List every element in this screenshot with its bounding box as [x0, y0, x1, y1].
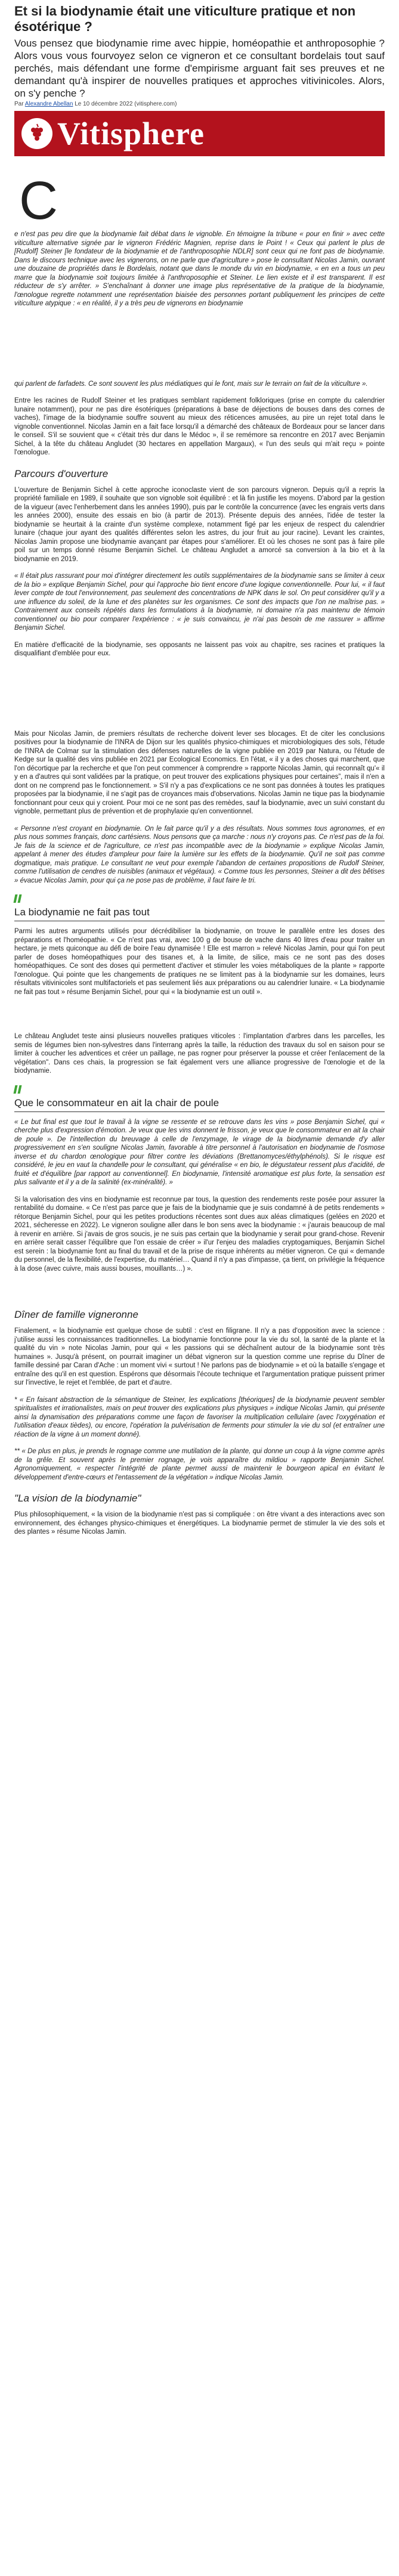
paragraph-6: En matière d'efficacité de la biodynamie, ses opposants ne laissent pas voix au chapitre, ses racines et pratiques la disqualifiant d'emblée pour eux. — [14, 641, 385, 657]
section-heading-parcours: Parcours d'ouverture — [14, 467, 109, 479]
paragraph-10: Le château Angludet teste ainsi plusieurs nouvelles pratiques viticoles : l'implantation d'arbres dans les parcelles, les semis de légumes bien non-sylvestres dans l'interrang après la taille, la réduction des travaux du sol en saison pour se limiter à coucher les adventices et créer un paillage, ne pas rogner pour préserver la pousse et créer l'enlacement de la végétation". Dans ces chais, la progression se fait également vers une alliance progressive de l'œnologie et de la biodynamie. — [14, 1033, 385, 1075]
paragraph-4: L'ouverture de Benjamin Sichel à cette approche iconoclaste vient de son parcours vigneron. Depuis qu'il a repris la propriété familiale en 1989, il souhaite que son vignoble soit équilibré : et là fin justifie les moyens. D'abord par la gestion de la vigueur (avec l'enherbement dans les années 1990), puis par le contrôle la concurrence (avec les engrais verts dans les années 2000), ensuite des essais en bio (à partir de 2013). Présente depuis des années, l'idée de tester la biodynamie se heurtait à la crainte d'un système complexe, notamment figé par les enjeux de respect du calendrier lunaire (chaque jour ayant des qualités différentes selon les astres, du jour fruit au jour racine). Levant les craintes, Nicolas Jamin propose une biodynamie avançant par étapes pour s'améliorer. Et où les choses ne sont pas à faire pile poil sur un temps donné résume Benjamin Sichel. Le château Angludet a amorcé sa conversion à la bio et à la biodynamie en 2019. — [14, 486, 385, 563]
paragraph-3: Entre les racines de Rudolf Steiner et les pratiques semblant rapidement folkloriques (prise en compte du calendrier lunaire notamment), pour ne pas dire ésotériques (préparations à base de déjections de bouses dans des cornes de vaches), l'image de la biodynamie souffre souvent au mieux des réticences amusées, au pire un rejet total dans le vignoble conventionnel. Nicolas Jamin en a fait face lorsqu'il a démarché des châteaux de Bordeaux pour se lancer dans le conseil. S'il se souvient que « c'était très dur dans le Médoc », il se remémore sa rencontre en 2017 avec Benjamin Sichel, à la tête du château Angludet (30 hectares en appellation Margaux), « l'un des seuls qui m'ait reçu » pointe l'œnologue. — [14, 397, 385, 456]
paragraph-7: Mais pour Nicolas Jamin, de premiers résultats de recherche doivent lever ses blocages. Et de citer les conclusions positives pour la biodynamie de l'INRA de Dijon sur les qualités physico-chimiques et microbiologiques des sols, l'étude de l'INRA de Colmar sur la stimulation des défenses naturelles de la vigne publiée en 2019 par Natura, ou l'étude de Kedge sur la qualité des vins publiée en 2021 par Ecological Economics. En l'état, « il y a des choses qui marchent, que l'on décortique par la recherche et que l'on peut commencer à comprendre » rapporte Nicolas Jamin, qui reconnaît qu'« il y en a d'autres qui sont validées par la pratique, on peut trouver des explications physiques pour certaines”, mais il n'en a dont on ne comprend pas le fonctionnement. » S'il n'y a pas d'explications ce ne sont pas données à toutes les pratiques proposées par la biodynamie, il ne s'agit pas de croyances mais d'observations. Nicolas Jamin ne tique pas la biodynamie fonctionnant pour ceux qui y croient. Pour moi ce ne sont pas des remèdes, sauf la biodynamie, avec un suivi constant du vignoble, permettant plus de prévention et de prophylaxie qu'en conventionnel. — [14, 730, 385, 815]
paragraph-9: Parmi les autres arguments utilisés pour décrédibiliser la biodynamie, on trouve le parallèle entre les doses des préparations et l'homéopathie. « Ce n'est pas vrai, avec 100 g de bouse de vache dans 40 litres d'eau pour traiter un hectare, je mets quiconque au défi de boire l'eau dynamisée ! Elle est marron » relevé Nicolas Jamin, pour qui l'on peut parler de doses homéopathiques pour des tisanes et, à la limite, de silice, mais ce ne sont pas des doses homéopathiques. Ce sont des doses qui permettent d'activer et stimuler les voies métaboliques de la plante » rapporte l'œnologue. Qui pointe que les changements de pratiques ne se limitent pas à la biodynamie sur les domaines, leurs résultats vitivinicoles sont multifactoriels et pas seulement liés aux préparations ou au calendrier lunaire. « La biodynamie ne fait pas tout » résume Benjamin Sichel, pour qui « la biodynamie est un outil ». — [14, 928, 385, 996]
paragraph-1: e n'est pas peu dire que la biodynamie fait débat dans le vignoble. En témoigne la tribune « pour en finir » avec cette viticulture alternative signée par le vigneron Frédéric Magnien, reprise dans le Point ! « Ceux qui parlent le plus de [Rudolf] Steiner [le fondateur de la biodynamie et de l'anthroposophie NDLR] sont ceux qui ne font pas de biodynamie. Dans le discours technique avec les vignerons, on ne parle que d'agriculture » pose le consultant Nicolas Jamin, ouvrant une douzaine de propriétés dans le Bordelais, notant que dans le monde du vin en biodynamie, « en en a tous un peu marre que la biodynamie soit toujours limitée à l'anthroposophie et Steiner. Le lien existe et il est transparent. Il est réducteur de s'y arrêter. » S'enchaînant à donner une image plus représentative de la pratique de la biodynamie, l'œnologue regrette notamment une représentation biaisée des personnes portant publiquement les principes de cette viticulture atypique : « en réalité, il y a très peu de vignerons en biodynamie — [14, 231, 385, 307]
divider — [14, 1111, 385, 1112]
quote-mark-icon — [14, 1085, 385, 1096]
section-heading-diner: Dîner de famille vigneronne — [14, 1309, 138, 1320]
author-link[interactable]: Alexandre Abellan — [24, 101, 73, 107]
grape-logo-icon — [21, 118, 52, 149]
footnote-2: ** « De plus en plus, je prends le rognage comme une mutilation de la plante, qui donne un coup à la vigne comme après de la grêle. Et souvent après le premier rognage, je vois apparaître du mildiou » rapporte Benjamin Sichel. Agronomiquement, « respecter l'intégrité de plante permet aussi de maintenir le bourgeon apical en évitant le développement d'entre-cœurs et l'entassement de la végétation » indique Nicolas Jamin. — [14, 1448, 385, 1481]
paragraph-11: « Le but final est que tout le travail à la vigne se ressente et se retrouve dans les vins » pose Benjamin Sichel, qui « cherche plus d'expression d'émotion. Je veux que les vins donnent le frisson, je veux que le consommateur en ait la chair de poule ». De l'intellection du breuvage à celle de l'enzymage, le virage de la biodynamie demande d'y aller progressivement en s'en souligne Nicolas Jamin, favorable à titre personnel à l'autorisation en biodynamie de l'osmose inverse et du chardon œnologique pour filtrer contre les déviations (Brettanomyces/éthylphénols). Si le risque est considéré, le jeu en vaut la chandelle pour le consultant, qui généralise « en bio, le dégustateur ressent plus d'acidité, de fruité et d'équilibre [par rapport au conventionnel]. En biodynamie, l'intensité aromatique est plus forte, la sensation est plus salivante et il y a de la salinité (ex-minéralité). » — [14, 1118, 385, 1186]
footnote-1: * « En faisant abstraction de la sémantique de Steiner, les explications [théoriques] de la biodynamie peuvent sembler spiritualistes et irrationalistes, mais on peut trouver des explications plus physiques » indique Nicolas Jamin, qui présente ainsi la dynamisation des préparations comme une façon de favoriser la multiplication cellulaire (avec l'oxygénation et l'utilisation d'eaux tièdes), ou encore, l'opération la pulvérisation de ferments pour stimuler la vie du sol (et entraîner une réaction de la vigne à un moment donné). — [14, 1396, 385, 1438]
paragraph-12: Si la valorisation des vins en biodynamie est reconnue par tous, la question des rendements reste posée pour assurer la rentabilité du domaine. « Ce n'est pas parce que je fais de la biodynamie que je suis condamné à de petits rendements » rétorque Benjamin Sichel, pour qui les petites productions récentes sont dues aux aléas climatiques (gelées en 2020 et 2021, sécheresse en 2022). Le vigneron souligne aller dans le bon sens avec la biodynamie : « j'aurais beaucoup de mal à revenir en arrière. Si j'avais de gros soucis, je ne suis pas certain que la biodynamie y serait pour grand-chose. Revenir en arrière serait casser l'équilibre que l'on essaie de créer » il'ur l'enjeu des maladies cryptogamiques, Benjamin Sichel est serein : la biodynamie font au final du travail et de la prise de risque inhérents au métier vigneron. Ce qui « demande du personnel, de la flexibilité, de l'expertise, du matériel… Quand il n'y a pas d'impasse, ça tient, on privilégie la fréquence à la dose (avec cuivre, mais aussi bouses, mouillants…) ». — [14, 1196, 385, 1272]
drop-cap: C — [19, 171, 58, 231]
section-heading-vision: "La vision de la biodynamie" — [14, 1493, 141, 1504]
byline — [14, 101, 385, 107]
paragraph-5: « Il était plus rassurant pour moi d'intégrer directement les outils supplémentaires de la biodynamie sans se limiter à ceux de la bio » explique Benjamin Sichel, pour qui l'approche bio tient encore d'une logique conventionnelle. Pour lui, « il faut lever compte de tout l'environnement, pas seulement des concentrations de NPK dans le sol. On peut considérer qu'il y a une influence du soleil, de la lune et des planètes sur les organismes. Ce sont des impacts que l'on ne maîtrise pas. » Contrairement aux conseils répétés dans les formulations à la biodynamie, ni domaine n'a pas maintenu de témoin conventionnel ou bio pour comparer l'expérience : « je suis convaincu, je n'ai pas besoin de me rassurer » affirme Benjamin Sichel. — [14, 572, 385, 631]
vitisphere-banner — [14, 111, 385, 156]
brand-name: Vitisphere — [57, 116, 205, 151]
quote-mark-icon — [14, 894, 385, 905]
article-title: Et si la biodynamie était une viticulture pratique et non ésotérique ? — [14, 4, 356, 34]
paragraph-8: « Personne n'est croyant en biodynamie. On le fait parce qu'il y a des résultats. Nous sommes tous agronomes, et en plus nous sommes français, donc cartésiens. Nous pensons que ça marche : nous n'y croyons pas. Ce n'est pas de la foi. Je fais de la science et de l'agriculture, ce n'est pas incompatible avec de la biodynamie » explique Nicolas Jamin, appelant à mener des études d'ampleur pour faire la lumière sur les effets de la biodynamie. Qu'il ne soit pas comme dogmatique, mais pratique. Le consultant ne veut pour exemple l'abandon de certaines propositions de Rudolf Steiner, comme l'utilisation de cendres de nuisibles (animaux et végétaux). « Comme tous les personnes, Steiner a dit des bêtises » évacue Nicolas Jamin, pour qui ça ne pose pas de problème, il faut faire le tri. — [14, 825, 385, 884]
byline-prefix: Par — [14, 101, 24, 107]
paragraph-2: qui parlent de farfadets. Ce sont souvent les plus médiatiques qui le font, mais sur le terrain on fait de la viticulture ». — [14, 380, 368, 388]
article-intro: Vous pensez que biodynamie rime avec hippie, homéopathie et anthroposophie ? Alors vous vous fourvoyez selon ce vigneron et ce consultant bordelais tout sauf perchés, mais défendant une forme d'empirisme arguant fait ses preuves et ne demandant qu'à inspirer de nouvelles pratiques et approches vitivinicoles. Alors, on s'y penche ? — [14, 38, 385, 99]
paragraph-14: Plus philosophiquement, « la vision de la biodynamie n'est pas si compliquée : on être vivant a des interactions avec son environnement, des échanges physico-chimiques et énergétiques. La biodynamie permet de stimuler la vie des sols et des plantes » résume Nicolas Jamin. — [14, 1511, 385, 1535]
section-heading-outil: La biodynamie ne fait pas tout — [14, 906, 150, 918]
byline-date: Le 10 décembre 2022 (vitisphere.com) — [75, 101, 177, 107]
section-heading-consommateur: Que le consommateur en ait la chair de poule — [14, 1097, 219, 1109]
paragraph-13: Finalement, « la biodynamie est quelque chose de subtil : c'est en filigrane. Il n'y a pas d'opposition avec la science : j'utilise aussi les connaissances traditionnelles. La biodynamie fonctionne pour la vie du sol, la santé de la plante et la qualité du vin » note Nicolas Jamin, pour qui « les passions qui se déchaînent autour de la biodynamie sont très humaines ». Jusqu'à présent, on pourrait imaginer un débat vigneron sur la question comme une reprise du Dîner de famille dessiné par Caran d'Ache : un moment vivi « surtout ! Ne parlons pas de biodynamie » et où la bataille s'engage et entraîne des qu'il en est question. Espérons que désormais l'écoute technique et l'argumentation pratique puissent primer sur l'invective, le rejet et l'emblée, de part et d'autre. — [14, 1327, 385, 1386]
